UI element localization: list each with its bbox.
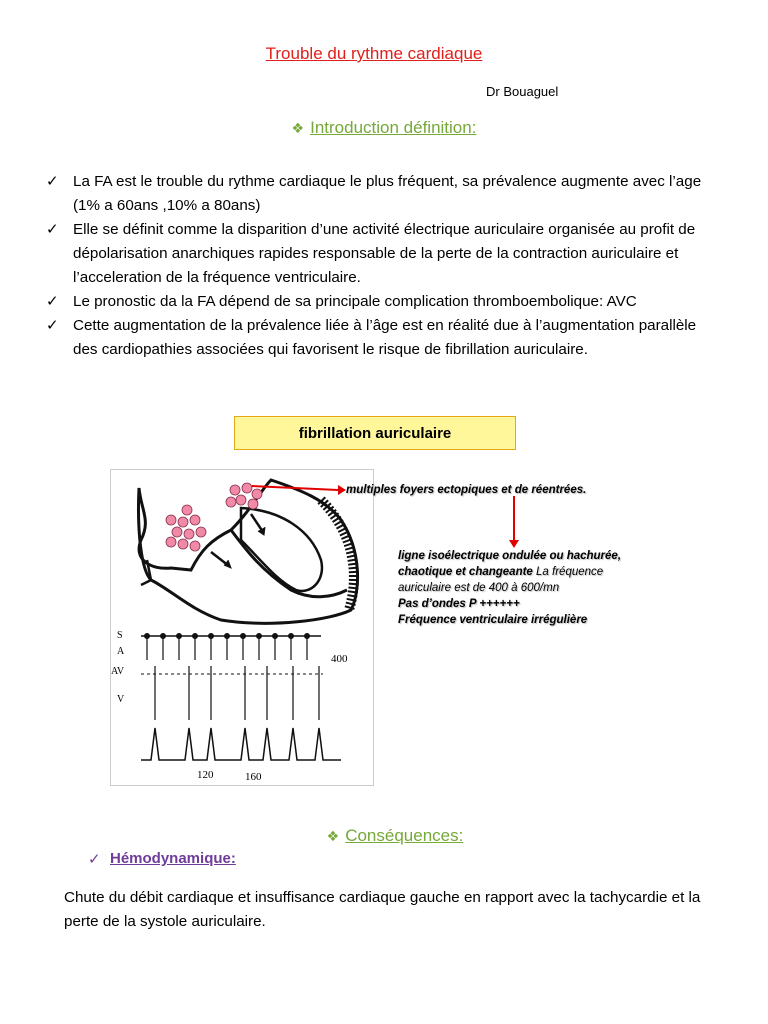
bottom-label: 120: [197, 769, 214, 781]
annotation-foyers: multiples foyers ectopiques et de réentrées.: [346, 484, 587, 496]
author-name: Dr Bouaguel: [486, 84, 559, 99]
annotation-line: ligne isoélectrique ondulée ou hachurée,: [398, 550, 622, 562]
checkmark-icon: ✓: [88, 851, 101, 868]
list-item: ✓ Le pronostic da la FA dépend de sa principale complication thromboembolique: AVC: [46, 290, 716, 314]
list-item: ✓ La FA est le trouble du rythme cardiaque le plus fréquent, sa prévalence augmente avec l’age (1% a 60ans ,10% a 80ans): [46, 170, 716, 218]
document-title: Trouble du rythme cardiaque: [265, 44, 483, 63]
hemodynamic-heading: Hémodynamique:: [110, 850, 236, 867]
rate-label: 400: [331, 653, 348, 665]
figure-caption-box: fibrillation auriculaire: [234, 416, 516, 450]
intro-heading: [0, 118, 768, 138]
annotation-line: auriculaire est de 400 à 600/mn: [398, 582, 560, 594]
conduction-lines: [147, 636, 319, 720]
diamond-bullet-icon: ❖: [291, 120, 305, 136]
row-label: A: [117, 646, 125, 657]
annotation-line: Fréquence ventriculaire irrégulière: [398, 614, 588, 626]
consequences-heading-text: Conséquences:: [345, 826, 464, 845]
row-label: AV: [111, 666, 125, 677]
bottom-label: 160: [245, 771, 262, 783]
diamond-bullet-icon: ❖: [326, 828, 340, 844]
row-label: S: [117, 630, 123, 641]
definition-list: [46, 170, 716, 362]
list-item: ✓ Cette augmentation de la prévalence liée à l’âge est en réalité due à l’augmentation parallèle des cardiopathies associées qui favorisent le risque de fibrillation auriculaire.: [46, 314, 716, 362]
hemodynamic-text: Chute du débit cardiaque et insuffisance cardiaque gauche en rapport avec la tachycardie et la perte de la systole auriculaire.: [64, 889, 701, 930]
list-item: ✓ Elle se définit comme la disparition d’une activité électrique auriculaire organisée au profit de dépolarisation anarchiques rapides responsable de la perte de la contraction auriculaire et l’acceleration de la fréquence ventriculaire.: [46, 218, 716, 290]
checkmark-icon: ✓: [46, 173, 59, 190]
checkmark-icon: ✓: [46, 221, 59, 238]
checkmark-icon: ✓: [46, 317, 59, 334]
ecg-trace: [141, 728, 341, 760]
row-label: V: [117, 694, 125, 705]
annotation-line: Pas d’ondes P ++++++: [398, 598, 520, 610]
consequences-heading: [0, 826, 768, 846]
intro-heading-text: Introduction définition:: [310, 118, 477, 137]
checkmark-icon: ✓: [46, 293, 59, 310]
annotation-line: chaotique et changeante La fréquence: [398, 566, 604, 578]
